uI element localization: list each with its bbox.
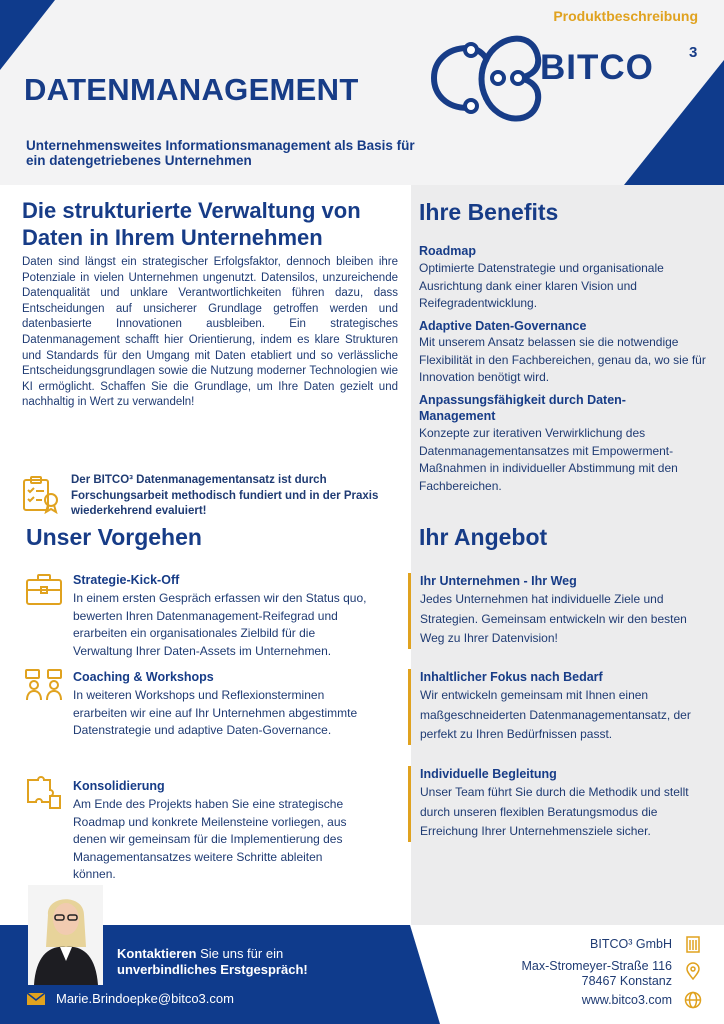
envelope-icon [26, 992, 46, 1006]
benefits-heading: Ihre Benefits [419, 199, 559, 225]
vorgehen-heading: Unser Vorgehen [26, 524, 202, 550]
offer-text: Jedes Unternehmen hat individuelle Ziele und Strategien. Gemeinsam entwickeln wir den besten Weg zu Ihrer Datenvision! [420, 592, 687, 645]
logo-superscript: 3 [689, 44, 698, 61]
location-pin-icon [684, 962, 702, 980]
page-subtitle: Unternehmensweites Informationsmanagement als Basis für ein datengetriebenes Unternehmen [26, 138, 415, 168]
contact-bold: Kontaktieren [117, 946, 197, 961]
contact-rest: Sie uns für ein [196, 946, 284, 961]
step-title: Coaching & Workshops [73, 670, 214, 684]
offer-text: Unser Team führt Sie durch die Methodik und stellt durch unseren flexiblen Beratungsmodus die Erreichung Ihrer Unternehmensziele sicher. [420, 785, 689, 838]
intro-heading: Die strukturierte Verwaltung von Daten in Ihrem Unternehmen [22, 198, 361, 250]
building-icon [684, 935, 702, 953]
offer-item [408, 669, 708, 745]
method-callout: Der BITCO³ Datenmanagementansatz ist durch Forschungsarbeit methodisch fundiert und in der Praxis wiederkehrend evaluiert! [71, 474, 379, 518]
step-text: In einem ersten Gespräch erfassen wir den Status quo, bewerten Ihren Datenmanagement-Reifegrad und erarbeiten ein organisationales Zielbild für die Verwaltung Ihrer Daten-Assets im Unternehmen. [73, 591, 367, 658]
puzzle-icon [24, 776, 64, 810]
globe-icon [684, 991, 702, 1009]
contact-line2: unverbindliches Erstgespräch! [117, 962, 308, 977]
logo-wordmark: BITCO [540, 48, 654, 87]
benefit-text: Optimierte Datenstrategie und organisationale Ausrichtung dank einer klaren Vision und Reifegradentwicklung. [419, 261, 664, 311]
offer-item [408, 573, 708, 649]
offer-title: Inhaltlicher Fokus nach Bedarf [420, 670, 603, 684]
step-text: In weiteren Workshops und Reflexionsterminen erarbeiten wir eine auf Ihr Unternehmen abgestimmte Datenstrategie und adaptive Daten-Governance. [73, 688, 358, 738]
benefit-text: Konzepte zur iterativen Verwirklichung des Datenmanagementansatzes mit Empowerment-Maßnahmen in individueller Abstimmung mit den Fachbereichen. [419, 426, 678, 493]
contact-cta [117, 946, 357, 978]
contact-email-link[interactable]: Marie.Brindoepke@bitco3.com [56, 991, 234, 1006]
company-city: 78467 Konstanz [581, 974, 672, 988]
step-title: Strategie-Kick-Off [73, 573, 180, 587]
angebot-heading: Ihr Angebot [419, 524, 548, 550]
benefit-title: Roadmap [419, 244, 476, 258]
header-corner-left [0, 0, 55, 70]
intro-body: Daten sind längst ein strategischer Erfolgsfaktor, dennoch bleiben ihre Potenziale in vielen Unternehmen ungenutzt. Datensilos, unzureichende Datenqualität und unklare Verantwortlichkeiten führen dazu, dass Entscheidungen auf unsicherer Grundlage getroffen werden und datenbasierte Innovationen ausbleiben. Ein strategisches Datenmanagement schafft hier Orientierung, indem es klare Strukturen und Standards für den Umgang mit Daten etabliert und so verlässliche Entscheidungsgrundlagen sowie die Nutzung moderner Technologien wie KI ermöglicht. Schaffen Sie die Grundlage, um Ihre Daten gezielt und nachhaltig in Wert zu verwandeln! [22, 256, 398, 409]
offer-title: Individuelle Begleitung [420, 767, 557, 781]
company-website-link[interactable]: www.bitco3.com [581, 993, 672, 1007]
offer-title: Ihr Unternehmen - Ihr Weg [420, 574, 577, 588]
benefit-text: Mit unserem Ansatz belassen sie die notwendige Flexibilität in den Fachbereichen, genau da, wo sie für Innovation benötigt wird. [419, 335, 706, 385]
step-text: Am Ende des Projekts haben Sie eine strategische Roadmap und konkrete Meilensteine vorliegen, aus denen wir gemeinsam für die Implementierung des Managementansatzes weitere Schritte ableiten können. [73, 797, 347, 882]
page-title: DATENMANAGEMENT [24, 72, 359, 107]
company-name: BITCO³ GmbH [590, 937, 672, 951]
document-type-label: Produktbeschreibung [553, 8, 698, 24]
briefcase-icon [24, 572, 64, 606]
company-street: Max-Stromeyer-Straße 116 [521, 959, 672, 973]
offer-item [408, 766, 708, 842]
checklist-award-icon [20, 474, 60, 514]
benefit-title: Adaptive Daten-Governance [419, 319, 587, 333]
offer-text: Wir entwickeln gemeinsam mit Ihnen einen maßgeschneiderten Datenmanagementansatz, der perfekt zu Ihren Bedürfnissen passt. [420, 688, 691, 741]
team-icon [24, 668, 64, 702]
contact-person-avatar [28, 885, 103, 985]
step-title: Konsolidierung [73, 779, 165, 793]
benefit-title: Anpassungsfähigkeit durch Daten-Management [419, 393, 626, 423]
